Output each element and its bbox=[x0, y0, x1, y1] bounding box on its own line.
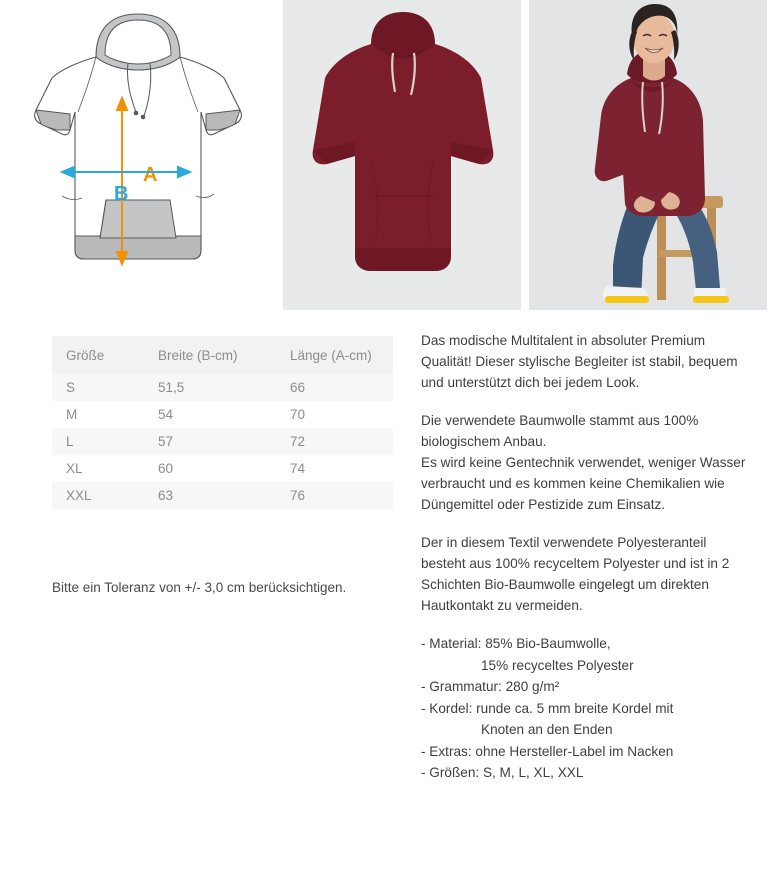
cell-width: 63 bbox=[144, 482, 276, 509]
spec-material bbox=[421, 633, 751, 676]
table-header-row bbox=[52, 336, 393, 374]
size-chart-header bbox=[52, 336, 393, 374]
spec-grammatur: - Grammatur: 280 g/m² bbox=[421, 679, 560, 694]
description-paragraph-4: Der in diesem Textil verwendete Polyesteranteil besteht aus 100% recyceltem Polyester und ist in 2 Schichten Bio-Baumwolle eingelegt um direkten Hautkontakt zu vermeiden. bbox=[421, 535, 730, 613]
size-chart-table bbox=[52, 336, 393, 509]
table-row bbox=[52, 374, 393, 401]
model-wearing-hoodie-svg bbox=[529, 0, 767, 310]
spec-kordel-line-1: - Kordel: runde ca. 5 mm breite Kordel mit bbox=[421, 700, 674, 716]
product-description bbox=[421, 330, 751, 784]
cell-width: 57 bbox=[144, 428, 276, 455]
product-photo bbox=[283, 0, 521, 310]
spec-extras: - Extras: ohne Hersteller-Label im Nacken bbox=[421, 743, 674, 759]
description-paragraph-2: Die verwendete Baumwolle stammt aus 100% biologischem Anbau. bbox=[421, 413, 699, 449]
cell-length: 70 bbox=[276, 401, 393, 428]
burgundy-hoodie-flat-svg bbox=[283, 0, 521, 310]
cell-size: S bbox=[52, 374, 144, 401]
cell-size: XXL bbox=[52, 482, 144, 509]
table-row bbox=[52, 482, 393, 509]
description-paragraph-3: Es wird keine Gentechnik verwendet, weniger Wasser verbraucht und es kommen keine Chemikalien wie Düngemittel oder Pestizide zum Einsatz. bbox=[421, 455, 746, 512]
spec-material-line-1: - Material: 85% Bio-Baumwolle, bbox=[421, 636, 611, 651]
cell-width: 60 bbox=[144, 455, 276, 482]
model-photo bbox=[529, 0, 767, 310]
measure-b-label: B bbox=[114, 183, 129, 205]
technical-drawing-image bbox=[0, 0, 275, 310]
description-paragraph-1: Das modische Multitalent in absoluter Premium Qualität! Dieser stylische Begleiter ist stabil, bequem und unterstützt dich bei jedem Look. bbox=[421, 333, 738, 390]
cell-width: 54 bbox=[144, 401, 276, 428]
column-header-width: Breite (B-cm) bbox=[144, 336, 276, 374]
cell-length: 72 bbox=[276, 428, 393, 455]
spec-material-line-2: 15% recyceltes Polyester bbox=[481, 657, 634, 673]
cell-size: L bbox=[52, 428, 144, 455]
table-row bbox=[52, 455, 393, 482]
spec-groessen: - Größen: S, M, L, XL, XXL bbox=[421, 765, 584, 780]
hoodie-technical-drawing-svg bbox=[0, 0, 275, 310]
size-chart-body bbox=[52, 374, 393, 509]
spec-kordel-line-2: Knoten an den Enden bbox=[481, 722, 613, 737]
cell-length: 76 bbox=[276, 482, 393, 509]
column-header-length: Länge (A-cm) bbox=[276, 336, 393, 374]
table-row bbox=[52, 428, 393, 455]
measure-a-label: A bbox=[143, 164, 158, 186]
spec-kordel bbox=[421, 698, 751, 741]
column-header-size: Größe bbox=[52, 336, 144, 374]
cell-size: XL bbox=[52, 455, 144, 482]
cell-size: M bbox=[52, 401, 144, 428]
product-image-row bbox=[0, 0, 777, 310]
cell-length: 66 bbox=[276, 374, 393, 401]
table-row bbox=[52, 401, 393, 428]
cell-width: 51,5 bbox=[144, 374, 276, 401]
specification-list bbox=[421, 633, 751, 784]
tolerance-note: Bitte ein Toleranz von +/- 3,0 cm berücksichtigen. bbox=[52, 580, 347, 595]
cell-length: 74 bbox=[276, 455, 393, 482]
